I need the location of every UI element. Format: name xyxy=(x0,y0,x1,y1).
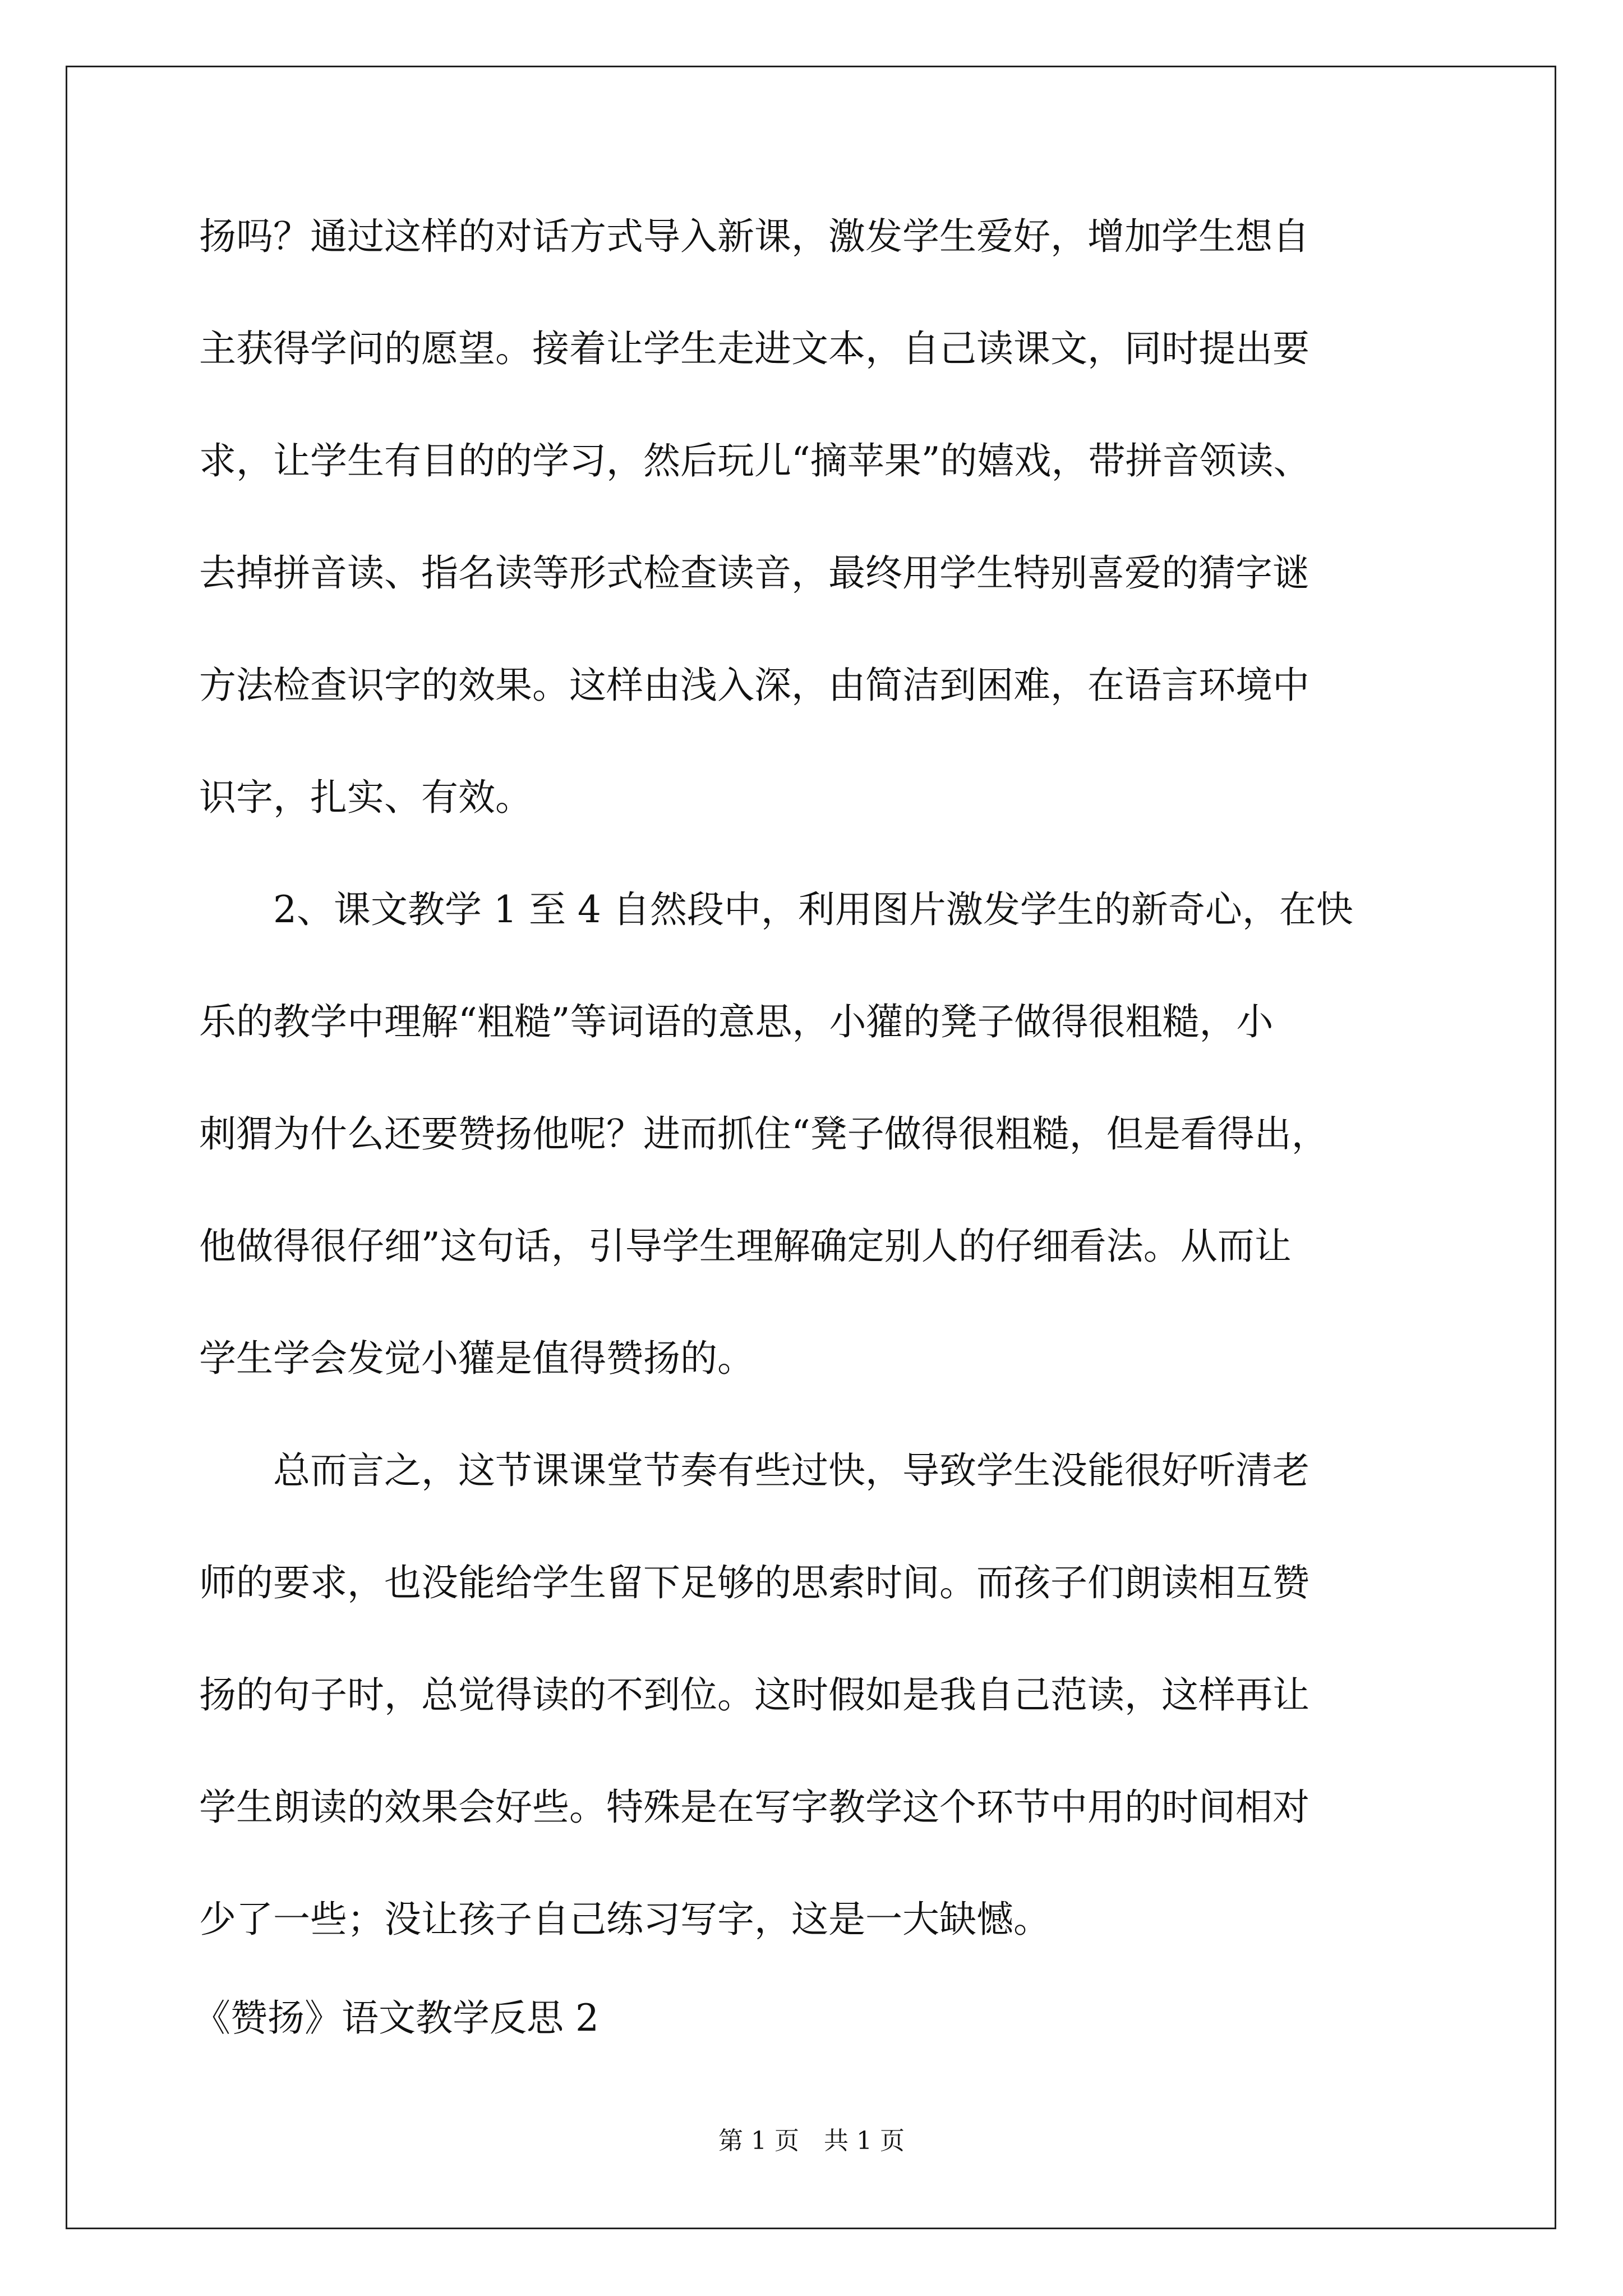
page-footer: 第 1 页 共 1 页 xyxy=(718,2127,905,2155)
text-line: 学生学会发觉小獾是值得赞扬的。 xyxy=(199,1337,754,1380)
text-line: 少了一些；没让孩子自己练习写字，这是一大缺憾。 xyxy=(199,1898,1050,1941)
text-line: 主获得学问的愿望。接着让学生走进文本，自己读课文，同时提出要 xyxy=(199,327,1310,370)
text-line: 学生朗读的效果会好些。特殊是在写字教学这个环节中用的时间相对 xyxy=(199,1786,1310,1829)
text-line: 求，让学生有目的的学习，然后玩儿“摘苹果”的嬉戏，带拼音领读、 xyxy=(199,439,1311,482)
text-line: 乐的教学中理解“粗糙”等词语的意思，小獾的凳子做得很粗糙，小 xyxy=(199,1000,1274,1043)
text-line: 方法检查识字的效果。这样由浅入深，由简洁到困难，在语言环境中 xyxy=(199,664,1310,707)
text-line: 识字，扎实、有效。 xyxy=(199,776,532,819)
text-line: 他做得很仔细”这句话，引导学生理解确定别人的仔细看法。从而让 xyxy=(199,1225,1292,1268)
text-line: 去掉拼音读、指名读等形式检查读音，最终用学生特别喜爱的猜字谜 xyxy=(199,551,1310,595)
text-line: 扬的句子时，总觉得读的不到位。这时假如是我自己范读，这样再让 xyxy=(199,1673,1310,1717)
paragraph-first-line: 2、课文教学 1 至 4 自然段中，利用图片激发学生的新奇心，在快 xyxy=(273,888,1353,931)
text-line: 扬吗？通过这样的对话方式导入新课，激发学生爱好，增加学生想自 xyxy=(199,215,1310,258)
paragraph-first-line: 总而言之，这节课课堂节奏有些过快，导致学生没能很好听清老 xyxy=(273,1449,1310,1492)
text-line: 师的要求，也没能给学生留下足够的思索时间。而孩子们朗读相互赞 xyxy=(199,1561,1310,1604)
section-heading: 《赞扬》语文教学反思 2 xyxy=(193,1996,599,2040)
text-line: 刺猬为什么还要赞扬他呢？进而抓住“凳子做得很粗糙，但是看得出， xyxy=(199,1112,1329,1156)
